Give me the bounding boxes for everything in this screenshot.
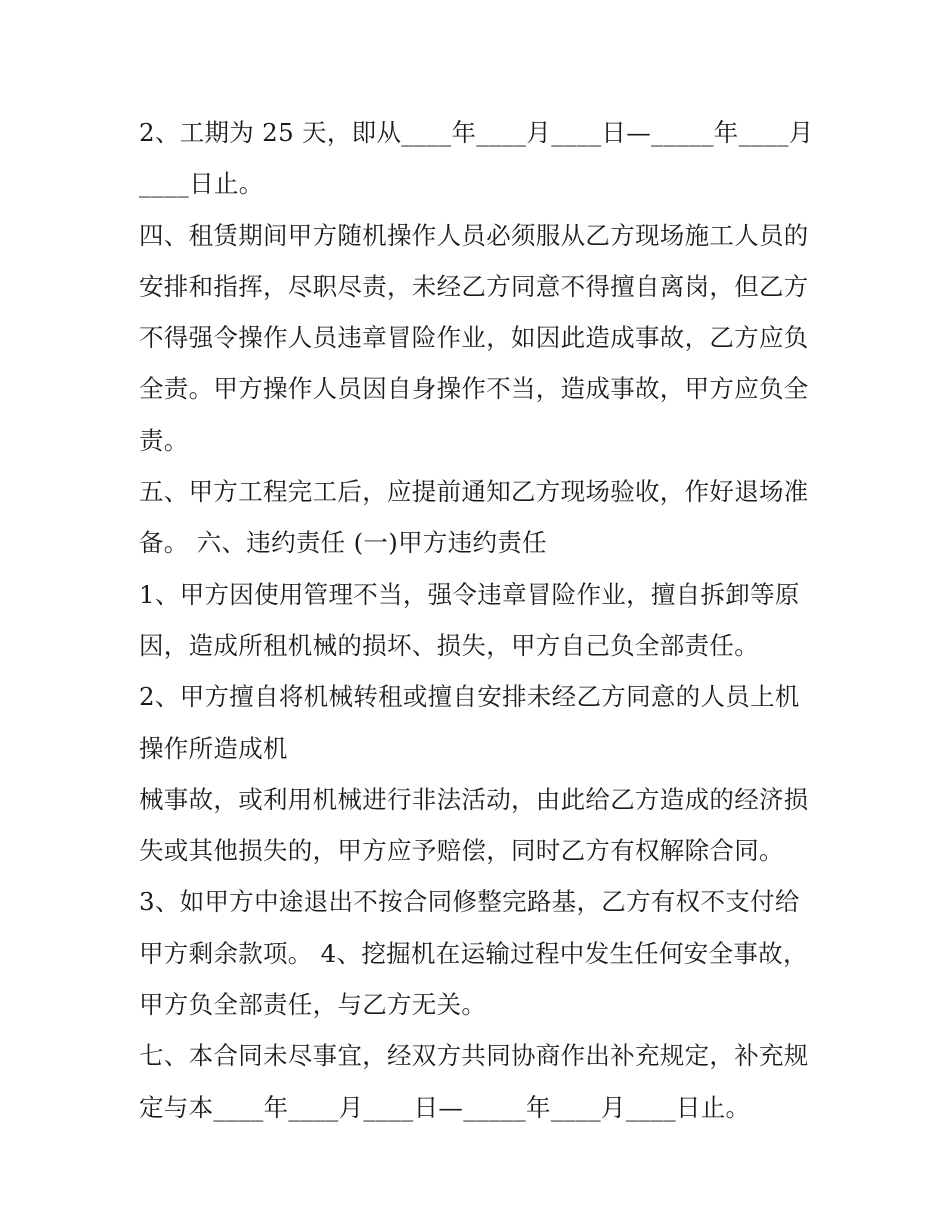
text-line: 3、如甲方中途退出不按合同修整完路基，乙方有权不支付给 xyxy=(139,887,800,917)
text-line: 定与本____年____月____日—_____年____月____日止。 xyxy=(139,1092,751,1122)
text-line: 四、租赁期间甲方随机操作人员必须服从乙方现场施工人员的 xyxy=(139,220,809,250)
text-line: 七、本合同未尽事宜，经双方共同协商作出补充规定，补充规 xyxy=(139,1041,809,1071)
text-line: ____日止。 xyxy=(139,169,264,199)
text-line: 不得强令操作人员违章冒险作业，如因此造成事故，乙方应负 xyxy=(139,323,809,353)
document-body xyxy=(139,107,839,1133)
text-line: 1、甲方因使用管理不当，强令违章冒险作业，擅自拆卸等原 xyxy=(139,579,800,609)
text-line: 责。 xyxy=(139,425,189,455)
text-line: 械事故，或利用机械进行非法活动，由此给乙方造成的经济损 xyxy=(139,784,809,814)
text-line: 全责。甲方操作人员因自身操作不当，造成事故，甲方应负全 xyxy=(139,374,809,404)
text-line: 安排和指挥，尽职尽责，未经乙方同意不得擅自离岗，但乙方 xyxy=(139,271,809,301)
text-line: 甲方负全部责任，与乙方无关。 xyxy=(139,990,487,1020)
text-line: 因，造成所租机械的损坏、损失，甲方自己负全部责任。 xyxy=(139,630,759,660)
text-line: 五、甲方工程完工后，应提前通知乙方现场验收，作好退场准 xyxy=(139,477,809,507)
text-line: 2、甲方擅自将机械转租或擅自安排未经乙方同意的人员上机 xyxy=(139,682,800,712)
text-line: 备。 六、违约责任 (一)甲方违约责任 xyxy=(139,528,547,558)
text-line: 失或其他损失的，甲方应予赔偿，同时乙方有权解除合同。 xyxy=(139,836,784,866)
text-line: 操作所造成机 xyxy=(139,733,288,763)
text-line: 2、工期为 25 天，即从____年____月____日—_____年____月 xyxy=(139,118,814,147)
text-line: 甲方剩余款项。 4、挖掘机在运输过程中发生任何安全事故， xyxy=(139,938,808,968)
